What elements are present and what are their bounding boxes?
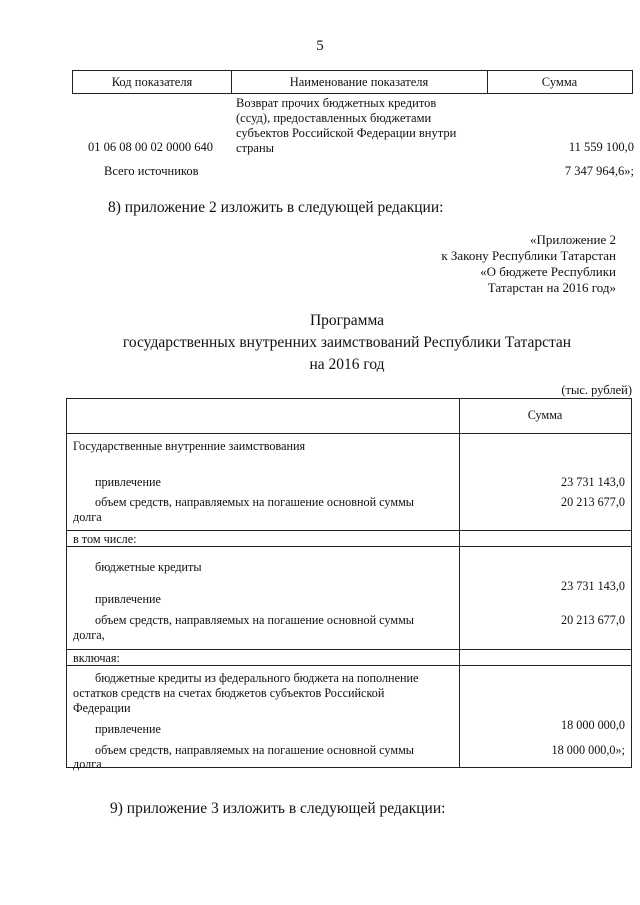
sec3-line1: бюджетные кредиты из федерального бюджета на пополнение <box>95 671 419 685</box>
total-label: Всего источников <box>104 164 199 178</box>
title-line-3: на 2016 год <box>309 356 385 373</box>
table-header-sum: Сумма <box>527 408 563 422</box>
sec3-repay-line1: объем средств, направляемых на погашение основной суммы <box>95 743 414 757</box>
row-sum: 11 559 100,0 <box>568 140 634 154</box>
top-table-header <box>72 70 633 94</box>
sec3-line3: Федерации <box>73 701 131 715</box>
sec1-attract: привлечение <box>95 475 161 489</box>
appendix-line: «Приложение 2 <box>529 232 616 247</box>
sec1-repay-line1: объем средств, направляемых на погашение основной суммы <box>95 495 414 509</box>
sec2-title: бюджетные кредиты <box>95 560 202 574</box>
total-value: 7 347 964,6»; <box>564 164 634 178</box>
sec3-attract: привлечение <box>95 722 161 736</box>
sec3-repay-value: 18 000 000,0»; <box>551 743 625 757</box>
paragraph-9: 9) приложение 3 изложить в следующей редакции: <box>110 800 446 817</box>
row-name-line: Возврат прочих бюджетных кредитов <box>236 96 437 110</box>
sec2-repay-line2: долга, <box>73 628 105 642</box>
row-code: 01 06 08 00 02 0000 640 <box>88 140 213 154</box>
including-label: в том числе: <box>73 532 137 546</box>
sec2-repay-value: 20 213 677,0 <box>561 613 625 627</box>
sec3-repay-line2: долга <box>73 757 102 771</box>
row-name <box>236 96 484 156</box>
appendix-line: к Закону Республики Татарстан <box>441 248 616 263</box>
sec3-line2: остатков средств на счетах бюджетов субъектов Российской <box>73 686 385 700</box>
header-code: Код показателя <box>111 75 193 89</box>
row-name-line: страны <box>236 141 275 155</box>
appendix-header <box>441 232 616 296</box>
page-number: 5 <box>316 38 324 54</box>
including2-label: включая: <box>73 651 120 665</box>
title-line-1: Программа <box>309 312 385 329</box>
row-name-line: субъектов Российской Федерации внутри <box>236 126 457 140</box>
sec2-attract-value: 23 731 143,0 <box>561 579 625 593</box>
appendix-line: «О бюджете Республики <box>480 264 616 279</box>
appendix-line: Татарстан на 2016 год» <box>487 280 616 295</box>
sec2-attract: привлечение <box>95 592 161 606</box>
sec2-repay-line1: объем средств, направляемых на погашение основной суммы <box>95 613 414 627</box>
sec1-repay-line2: долга <box>73 510 102 524</box>
sec3-attract-value: 18 000 000,0 <box>561 718 625 732</box>
units-label: (тыс. рублей) <box>561 383 632 397</box>
paragraph-8: 8) приложение 2 изложить в следующей редакции: <box>108 199 444 216</box>
header-sum: Сумма <box>541 75 578 89</box>
header-name: Наименование показателя <box>289 75 429 89</box>
title-line-2: государственных внутренних заимствований Республики Татарстан <box>122 334 572 351</box>
sec1-repay-value: 20 213 677,0 <box>561 495 625 509</box>
sec1-title: Государственные внутренние заимствования <box>73 439 306 453</box>
sec1-attract-value: 23 731 143,0 <box>561 475 625 489</box>
row-name-line: (ссуд), предоставленных бюджетами <box>236 111 432 125</box>
borrowing-table <box>66 398 632 771</box>
